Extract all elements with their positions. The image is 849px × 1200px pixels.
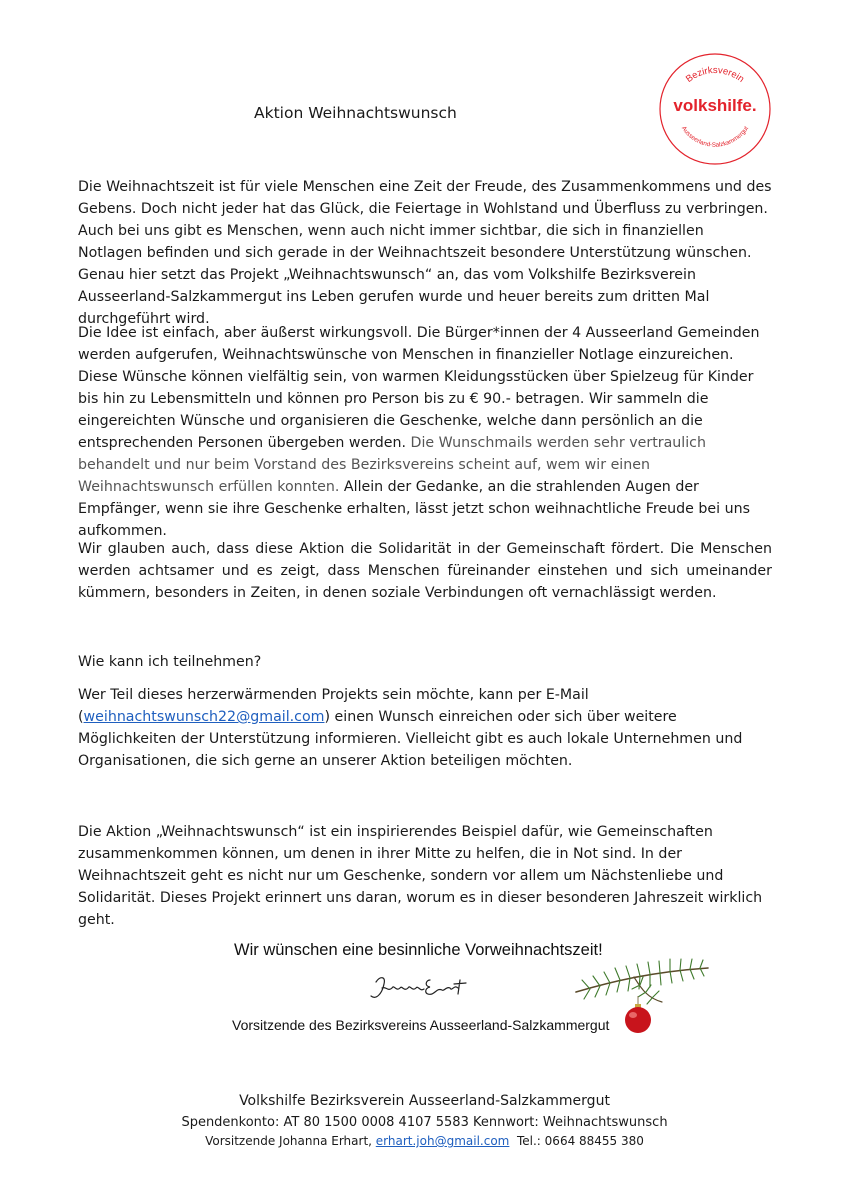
paragraph-text: ) einen Wunsch einreichen oder sich über weitere Möglichkeiten der Unterstützung informieren. Vielleicht gibt es auch lokale Unternehmen und Organisationen, die sich gerne an unserer Aktion beteiligen möchten.	[78, 709, 743, 769]
confidentiality-note: Die Wunschmails werden sehr vertraulich behandelt und nur beim Vorstand des Bezirksvereins scheint auf, wem wir einen Weihnachtswunsch erfüllen konnten.	[78, 435, 706, 495]
svg-text:Bezirksverein	[684, 65, 746, 85]
contact-email-link[interactable]: erhart.joh@gmail.com	[375, 1134, 510, 1148]
footer-donation-account: Spendenkonto: AT 80 1500 0008 4107 5583 Kennwort: Weihnachtswunsch	[181, 1115, 668, 1130]
participation-paragraph	[78, 684, 772, 772]
closing-paragraph	[78, 821, 772, 931]
logo-arc-top: Bezirksverein	[683, 65, 747, 85]
volkshilfe-logo	[656, 50, 774, 168]
intro-paragraph	[78, 176, 772, 330]
paragraph-text: Die Idee ist einfach, aber äußerst wirkungsvoll. Die Bürger*innen der 4 Ausseerland Gemeinden werden aufgerufen, Weihnachtswünsche von Menschen in finanzieller Notlage einzureichen. Diese Wünsche können vielfältig sein, von warmen Kleidungsstücken über Spielzeug für Kinder bis hin zu Lebensmitteln und können pro Person bis zu € 90.- betragen. Wir sammeln die eingereichten Wünsche und organisieren die Geschenke, welche dann persönlich an die entsprechenden Personen übergeben werden.	[78, 325, 760, 451]
paragraph-text: Die Weihnachtszeit ist für viele Menschen eine Zeit der Freude, des Zusammenkommens und des Gebens. Doch nicht jeder hat das Glück, die Feiertage in Wohlstand und Überfluss zu verbringen. Auch bei uns gibt es Menschen, wenn auch nicht immer sichtbar, die sich in finanziellen Notlagen befinden und sich gerade in der Weihnachtszeit besondere Unterstützung wünschen. Genau hier setzt das Projekt „Weihnachtswunsch“ an, das vom Volkshilfe Bezirksverein Ausseerland-Salzkammergut ins Leben gerufen wurde und heuer bereits zum dritten Mal durchgeführt wird.	[78, 179, 772, 327]
season-greeting: Wir wünschen eine besinnliche Vorweihnachtszeit!	[234, 941, 603, 959]
footer-contact	[0, 1134, 849, 1148]
footer-organization: Volkshilfe Bezirksverein Ausseerland-Salzkammergut	[239, 1093, 610, 1109]
logo-brand: volkshilfe.	[673, 96, 757, 115]
page-title: Aktion Weihnachtswunsch	[254, 104, 457, 122]
svg-text:Ausseerland-Salzkammergut	[680, 125, 750, 149]
pine-branch-ornament-image	[570, 952, 712, 1038]
paragraph-text: Die Aktion „Weihnachtswunsch“ ist ein inspirierendes Beispiel dafür, wie Gemeinschaften zusammenkommen können, um denen in ihrer Mitte zu helfen, die in Not sind. In der Weihnachtszeit geht es nicht nur um Geschenke, sondern vor allem um Nächstenliebe und Solidarität. Dieses Projekt erinnert uns daran, worum es in dieser besonderen Jahreszeit wirklich geht.	[78, 824, 763, 928]
paragraph-text: Wer Teil dieses herzerwärmenden Projekts sein möchte, kann per E-Mail (	[78, 687, 589, 725]
paragraph-text: Allein der Gedanke, an die strahlenden Augen der Empfänger, wenn sie ihre Geschenke erhalten, lässt jetzt schon weihnachtliche Freude bei uns aufkommen.	[78, 479, 750, 539]
wish-email-link[interactable]: weihnachtswunsch22@gmail.com	[83, 709, 325, 725]
footer-phone: Tel.: 0664 88455 380	[509, 1134, 644, 1148]
solidarity-paragraph	[78, 538, 772, 604]
logo-arc-bottom: Ausseerland-Salzkammergut	[679, 125, 751, 149]
footer-contact-name: Vorsitzende Johanna Erhart,	[205, 1134, 376, 1148]
paragraph-text: Wir glauben auch, dass diese Aktion die Solidarität in der Gemeinschaft fördert. Die Menschen werden achtsamer und es zeigt, dass Menschen füreinander einstehen und sich umeinander kümmern, besonders in Zeiten, in denen soziale Verbindungen oft vernachlässigt werden.	[78, 541, 772, 601]
handwritten-signature	[368, 972, 483, 1006]
participation-heading: Wie kann ich teilnehmen?	[78, 654, 262, 670]
idea-paragraph	[78, 322, 772, 542]
signer-role: Vorsitzende des Bezirksvereins Ausseerland-Salzkammergut	[232, 1017, 610, 1033]
